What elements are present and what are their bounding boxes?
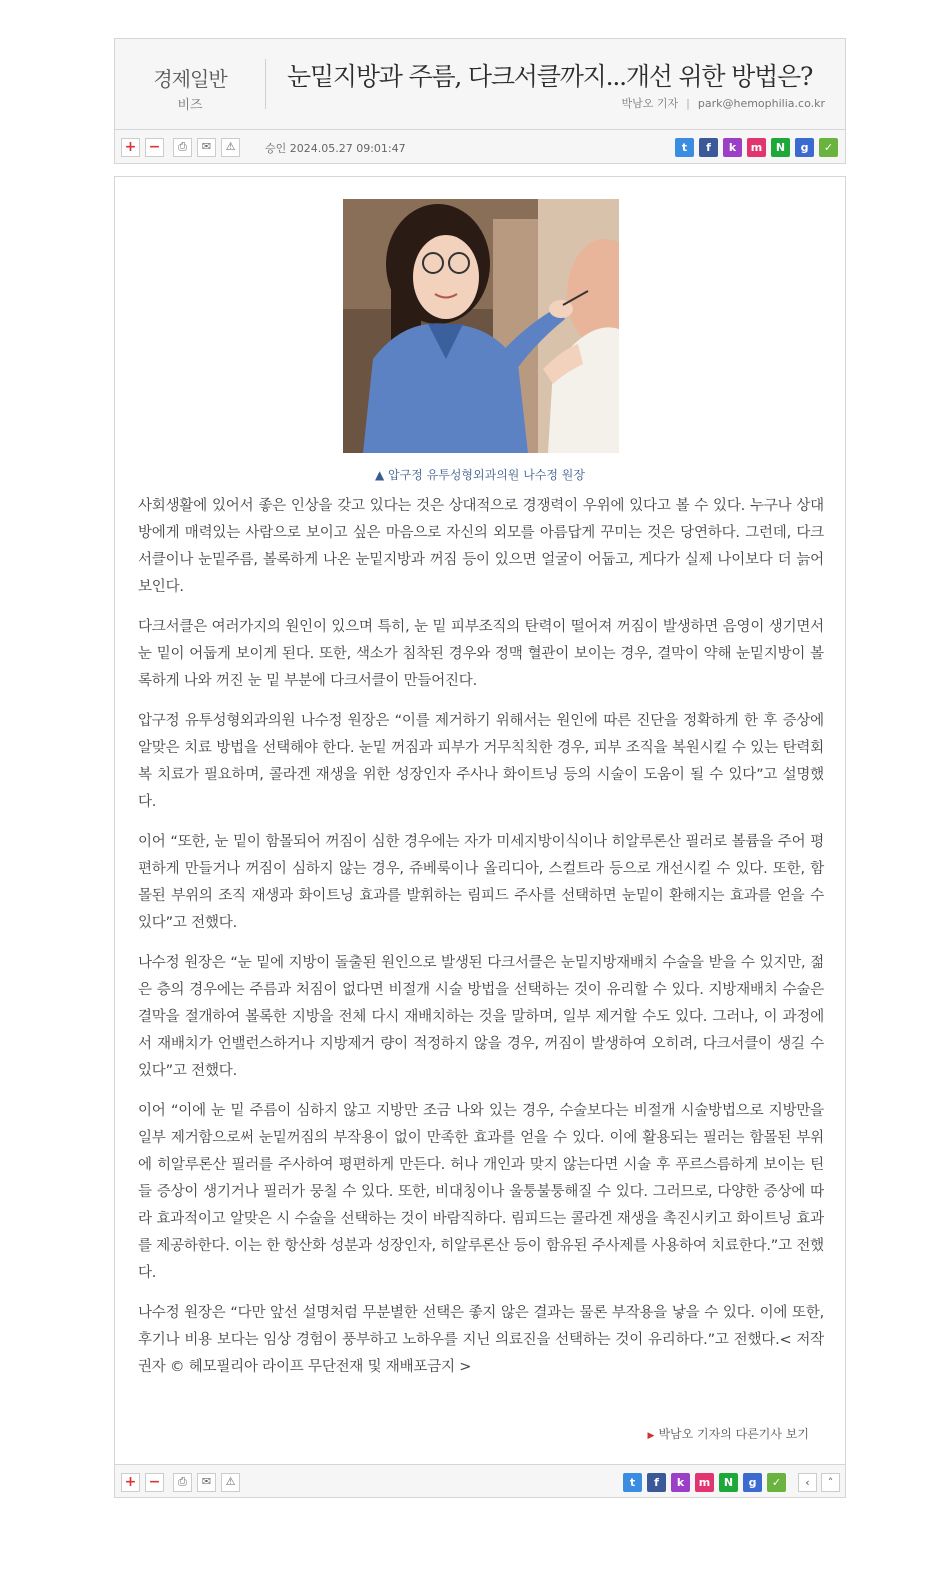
font-increase-button[interactable]: + xyxy=(121,138,140,157)
facebook-icon[interactable]: f xyxy=(699,138,718,157)
section-sub[interactable]: 비즈 xyxy=(177,98,203,113)
prev-arrow-icon[interactable]: ‹ xyxy=(798,1473,817,1492)
reporter-email[interactable]: park@hemophilia.co.kr xyxy=(697,97,825,110)
kakao-icon[interactable]: k xyxy=(671,1473,690,1492)
paragraph: 다크서클은 여러가지의 원인이 있으며 특히, 눈 밑 피부조직의 탄력이 떨어져 꺼짐이 발생하면 음영이 생기면서 눈 밑이 어둡게 보이게 된다. 또한, 색소가 침착된 경우와 정맥 혈관이 보이는 경우, 결막이 약해 눈밑지방이 볼록하게 나와 꺼진 눈 밑 부분에 다크서클이 만들어진다. xyxy=(138,619,824,689)
report-icon[interactable]: ⚠ xyxy=(221,1473,240,1492)
line-icon[interactable]: m xyxy=(747,138,766,157)
font-decrease-button[interactable]: − xyxy=(145,138,164,157)
kakao-icon[interactable]: k xyxy=(723,138,742,157)
naver-icon[interactable]: N xyxy=(771,138,790,157)
top-arrow-icon[interactable]: ˄ xyxy=(821,1473,840,1492)
font-increase-button[interactable]: + xyxy=(121,1473,140,1492)
section-label xyxy=(115,63,265,113)
section-main[interactable]: 경제일반 xyxy=(153,67,227,91)
line-icon[interactable]: m xyxy=(695,1473,714,1492)
print-icon[interactable]: ⎙ xyxy=(173,1473,192,1492)
paragraph: 이어 “또한, 눈 밑이 함몰되어 꺼짐이 심한 경우에는 자가 미세지방이식이나 히알루론산 필러로 볼륨을 주어 평편하게 만들거나 꺼짐이 심하지 않는 경우, 쥬베룩이나 올리디아, 스컬트라 등으로 개선시킬 수 있다. 또한, 함몰된 부위의 조직 재생과 화이트닝 효과를 발휘하는 림피드 주사를 선택하면 눈밑이 환해지는 효과를 얻을 수 있다”고 전했다. xyxy=(138,834,825,931)
article-body xyxy=(114,176,846,1464)
email-icon[interactable]: ✉ xyxy=(197,138,216,157)
band-icon[interactable]: ✓ xyxy=(767,1473,786,1492)
paragraph: 사회생활에 있어서 좋은 인상을 갖고 있다는 것은 상대적으로 경쟁력이 우위에 있다고 볼 수 있다. 누구나 상대방에게 매력있는 사람으로 보이고 싶은 마음으로 자신의 외모를 아름답게 꾸미는 것은 당연하다. 그런데, 다크서클이나 눈밑주름, 볼록하게 나온 눈밑지방과 꺼짐 등이 있으면 얼굴이 어둡고, 게다가 실제 나이보다 더 늙어 보인다. xyxy=(138,498,824,595)
bottom-toolbar xyxy=(114,1464,846,1498)
arrow-icon: ▶ xyxy=(647,1431,655,1441)
twitter-icon[interactable]: t xyxy=(623,1473,642,1492)
paragraph: 나수정 원장은 “다만 앞선 설명처럼 무분별한 선택은 좋지 않은 결과는 물론 부작용을 낳을 수 있다. 이에 또한, 후기나 비용 보다는 임상 경험이 풍부하고 노하우를 지닌 의료진을 선택하는 것이 유리하다.”고 전했다.< 저작권자 © 헤모필리아 라이프 무단전재 및 재배포금지 > xyxy=(138,1305,824,1375)
more-articles-label: 박남오 기자의 다른기사 보기 xyxy=(658,1427,809,1441)
font-decrease-button[interactable]: − xyxy=(145,1473,164,1492)
article-text xyxy=(138,493,824,1394)
paragraph: 압구정 유투성형외과의원 나수정 원장은 “이를 제거하기 위해서는 원인에 따른 진단을 정확하게 한 후 증상에 알맞은 치료 방법을 선택해야 한다. 눈밑 꺼짐과 피부가 거무칙칙한 경우, 피부 조직을 복원시킬 수 있는 탄력회복 치료가 필요하며, 콜라겐 재생을 위한 성장인자 주사나 화이트닝 등의 시술이 도움이 될 수 있다”고 설명했다. xyxy=(138,713,824,810)
google-icon[interactable]: g xyxy=(795,138,814,157)
band-icon[interactable]: ✓ xyxy=(819,138,838,157)
reporter-name: 박남오 기자 xyxy=(621,97,679,110)
twitter-icon[interactable]: t xyxy=(675,138,694,157)
paragraph: 이어 “이에 눈 밑 주름이 심하지 않고 지방만 조금 나와 있는 경우, 수술보다는 비절개 시술방법으로 지방만을 일부 제거함으로써 눈밑꺼짐의 부작용이 없이 만족한 효과를 얻을 수 있다. 이에 활용되는 필러는 함몰된 부위에 히알루론산 필러를 주사하여 평편하게 만든다. 허나 개인과 맞지 않는다면 시술 후 푸르스름하게 보이는 틴들 증상이 생기거나 필러가 뭉칠 수 있다. 또한, 비대칭이나 울퉁불퉁해질 수 있다. 그러므로, 다양한 증상에 따라 효과적이고 알맞은 시 수술을 선택하는 것이 바람직하다. 림피드는 콜라겐 재생을 촉진시키고 화이트닝 효과를 제공하한다. 이는 한 항산화 성분과 성장인자, 히알루론산 등이 함유된 주사제를 사용하여 치료한다.”고 전했다. xyxy=(138,1103,824,1281)
facebook-icon[interactable]: f xyxy=(647,1473,666,1492)
top-toolbar xyxy=(114,130,846,164)
article-header xyxy=(114,38,846,130)
photo-caption: ▲ 압구정 유투성형외과의원 나수정 원장 xyxy=(375,468,585,482)
google-icon[interactable]: g xyxy=(743,1473,762,1492)
print-icon[interactable]: ⎙ xyxy=(173,138,192,157)
naver-icon[interactable]: N xyxy=(719,1473,738,1492)
byline: 박남오 기자 | park@hemophilia.co.kr xyxy=(621,97,825,110)
publish-date: 승인 2024.05.27 09:01:47 xyxy=(265,142,406,155)
article-title: 눈밑지방과 주름, 다크서클까지...개선 위한 방법은? xyxy=(287,62,813,91)
report-icon[interactable]: ⚠ xyxy=(221,138,240,157)
email-icon[interactable]: ✉ xyxy=(197,1473,216,1492)
article-photo xyxy=(343,199,619,453)
more-articles-link[interactable] xyxy=(648,1425,809,1442)
divider xyxy=(265,59,266,109)
paragraph: 나수정 원장은 “눈 밑에 지방이 돌출된 원인으로 발생된 다크서클은 눈밑지방재배치 수술을 받을 수 있지만, 젊은 층의 경우에는 주름과 처짐이 없다면 비절개 시술 방법을 선택하는 것이 유리할 수 있다. 지방재배치 수술은 결막을 절개하여 볼록한 지방을 전체 다시 재배치하는 것을 말하며, 일부 제거할 수도 있다. 그러나, 이 과정에서 재배치가 언밸런스하거나 지방제거 량이 적정하지 않을 경우, 꺼짐이 발생하여 오히려, 다크서클이 생길 수 있다”고 전했다. xyxy=(138,955,825,1079)
